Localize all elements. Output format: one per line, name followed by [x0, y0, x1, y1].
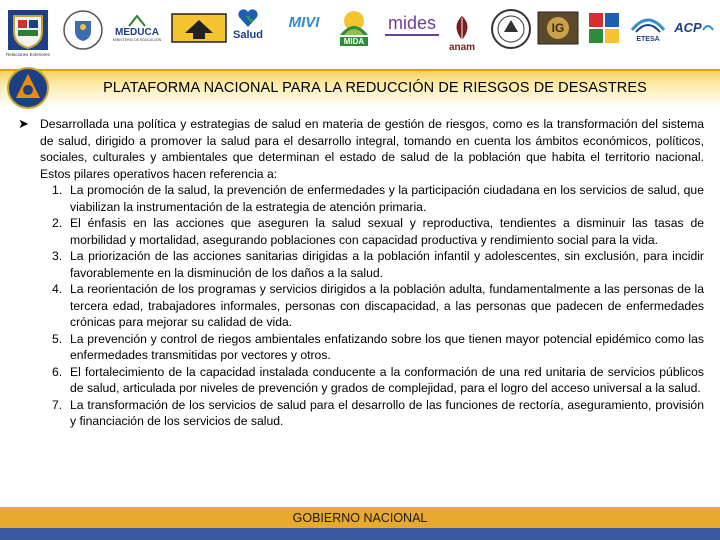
list-item: [52, 215, 704, 248]
list-text: La transformación de los servicios de salud para el desarrollo de las funciones de rectoría, aseguramiento, provisión y financiación de los servicios de salud.: [70, 397, 704, 428]
list-number: 6.: [52, 364, 63, 379]
mivi-logo: [276, 10, 332, 34]
list-item: [52, 331, 704, 364]
salud-logo: [226, 4, 270, 44]
anam-logo: [440, 6, 484, 60]
title-rule: [0, 69, 720, 71]
list-number: 1.: [52, 183, 63, 197]
civil-protection-emblem-icon: [6, 66, 50, 110]
bullet-paragraph: [18, 116, 704, 182]
acp-logo: [670, 14, 718, 40]
list-item: [52, 397, 704, 430]
ministry-shield-logo: [60, 8, 106, 52]
shield-icon: [6, 8, 50, 52]
list-number: 4.: [52, 282, 63, 296]
acp-label: ACP: [674, 19, 702, 35]
mida-logo: [332, 4, 376, 48]
meduca-logo: [112, 10, 162, 46]
pillars-list: [18, 182, 704, 430]
leaf-icon: [449, 14, 475, 42]
list-number: 5.: [52, 331, 63, 346]
round-seal-logo: [490, 6, 532, 52]
footer-label: GOBIERNO NACIONAL: [272, 508, 448, 528]
main-content: [18, 116, 704, 430]
colorful-institution-logo: [584, 8, 624, 48]
mivi-label: MIVI: [288, 13, 320, 31]
list-text: La reorientación de los programas y servicios dirigidos a la población adulta, fundamentalmente a las personas de la tercera edad, trabajadores informales, personas con discapacidad, a las personas que padecen de enfermedades crónicas para mejorar su calidad de vida.: [70, 282, 704, 329]
list-text: La prevención y control de riegos ambientales enfatizando sobre los que tienen mayor potencial epidémico como las enfermedades transmitidas por vectores y otros.: [70, 331, 704, 362]
page-title: PLATAFORMA NACIONAL PARA LA REDUCCIÓN DE RIESGOS DE DESASTRES: [103, 80, 647, 96]
meduca-sub-label: MINISTERIO DE EDUCACIÓN: [112, 37, 162, 42]
intro-paragraph: Desarrollada una política y estrategias de salud en materia de gestión de riesgos, como es la transformación del sistema de salud, dirigido a promover la salud para el desarrollo integral, tomando en cuenta los ámbitos económicos, políticos, sociales, culturales y ambientales que determinan el estado de salud de la población que habita el territorio nacional. Estos pilares operativos hacen referencia a:: [40, 117, 704, 181]
list-item: [52, 281, 704, 331]
list-item: [52, 364, 704, 397]
list-number: 2.: [52, 216, 63, 230]
mides-logo: [382, 8, 442, 40]
salud-heart-icon: [237, 7, 259, 29]
wave-icon: [630, 14, 666, 36]
panama-caption: Relaciones Exteriores: [6, 51, 50, 57]
list-item: [52, 248, 704, 281]
anam-label: anam: [448, 41, 476, 53]
mides-label: mides: [387, 12, 436, 33]
ig-logo: [536, 10, 580, 46]
etesa-label: ETESA: [636, 35, 660, 43]
acp-wave-icon: [702, 22, 714, 32]
list-text: La priorización de las acciones sanitarias dirigidas a la población infantil y adolescentes, sin exclusión, para incidir favorablemente en la disminución de los daños a la salud.: [70, 249, 704, 280]
panama-coat-of-arms-logo: [4, 2, 52, 62]
meduca-icon: [128, 15, 146, 27]
mida-label: MIDA: [340, 37, 368, 46]
arrow-bullet-icon: ➤: [18, 116, 29, 131]
list-text: El énfasis en las acciones que aseguren la salud sexual y reproductiva, tendientes a disminuir las tasas de morbilidad y mortalidad, asegurando poblaciones con capacidad productiva y rendimiento social para la vida.: [70, 216, 704, 247]
list-text: La promoción de la salud, la prevención de enfermedades y la participación ciudadana en los servicios de salud, que viabilizan la instrumentación de la estrategia de atención primaria.: [70, 183, 704, 214]
meduca-label: MEDUCA: [115, 26, 159, 38]
footer-stripe: [0, 528, 720, 540]
salud-label: Salud: [233, 29, 263, 41]
list-text: El fortalecimiento de la capacidad instalada conducente a la conformación de una red unitaria de servicios públicos de salud, articulada por niveles de prevención y grados de complejidad, para el logro del acceso universal a la salud.: [70, 364, 704, 395]
ig-label: IG: [551, 21, 565, 35]
list-number: 3.: [52, 249, 63, 263]
list-number: 7.: [52, 397, 63, 412]
etesa-logo: [626, 8, 670, 48]
logo-bar: [0, 0, 720, 58]
list-item: [52, 182, 704, 215]
housing-logo: [170, 12, 228, 44]
